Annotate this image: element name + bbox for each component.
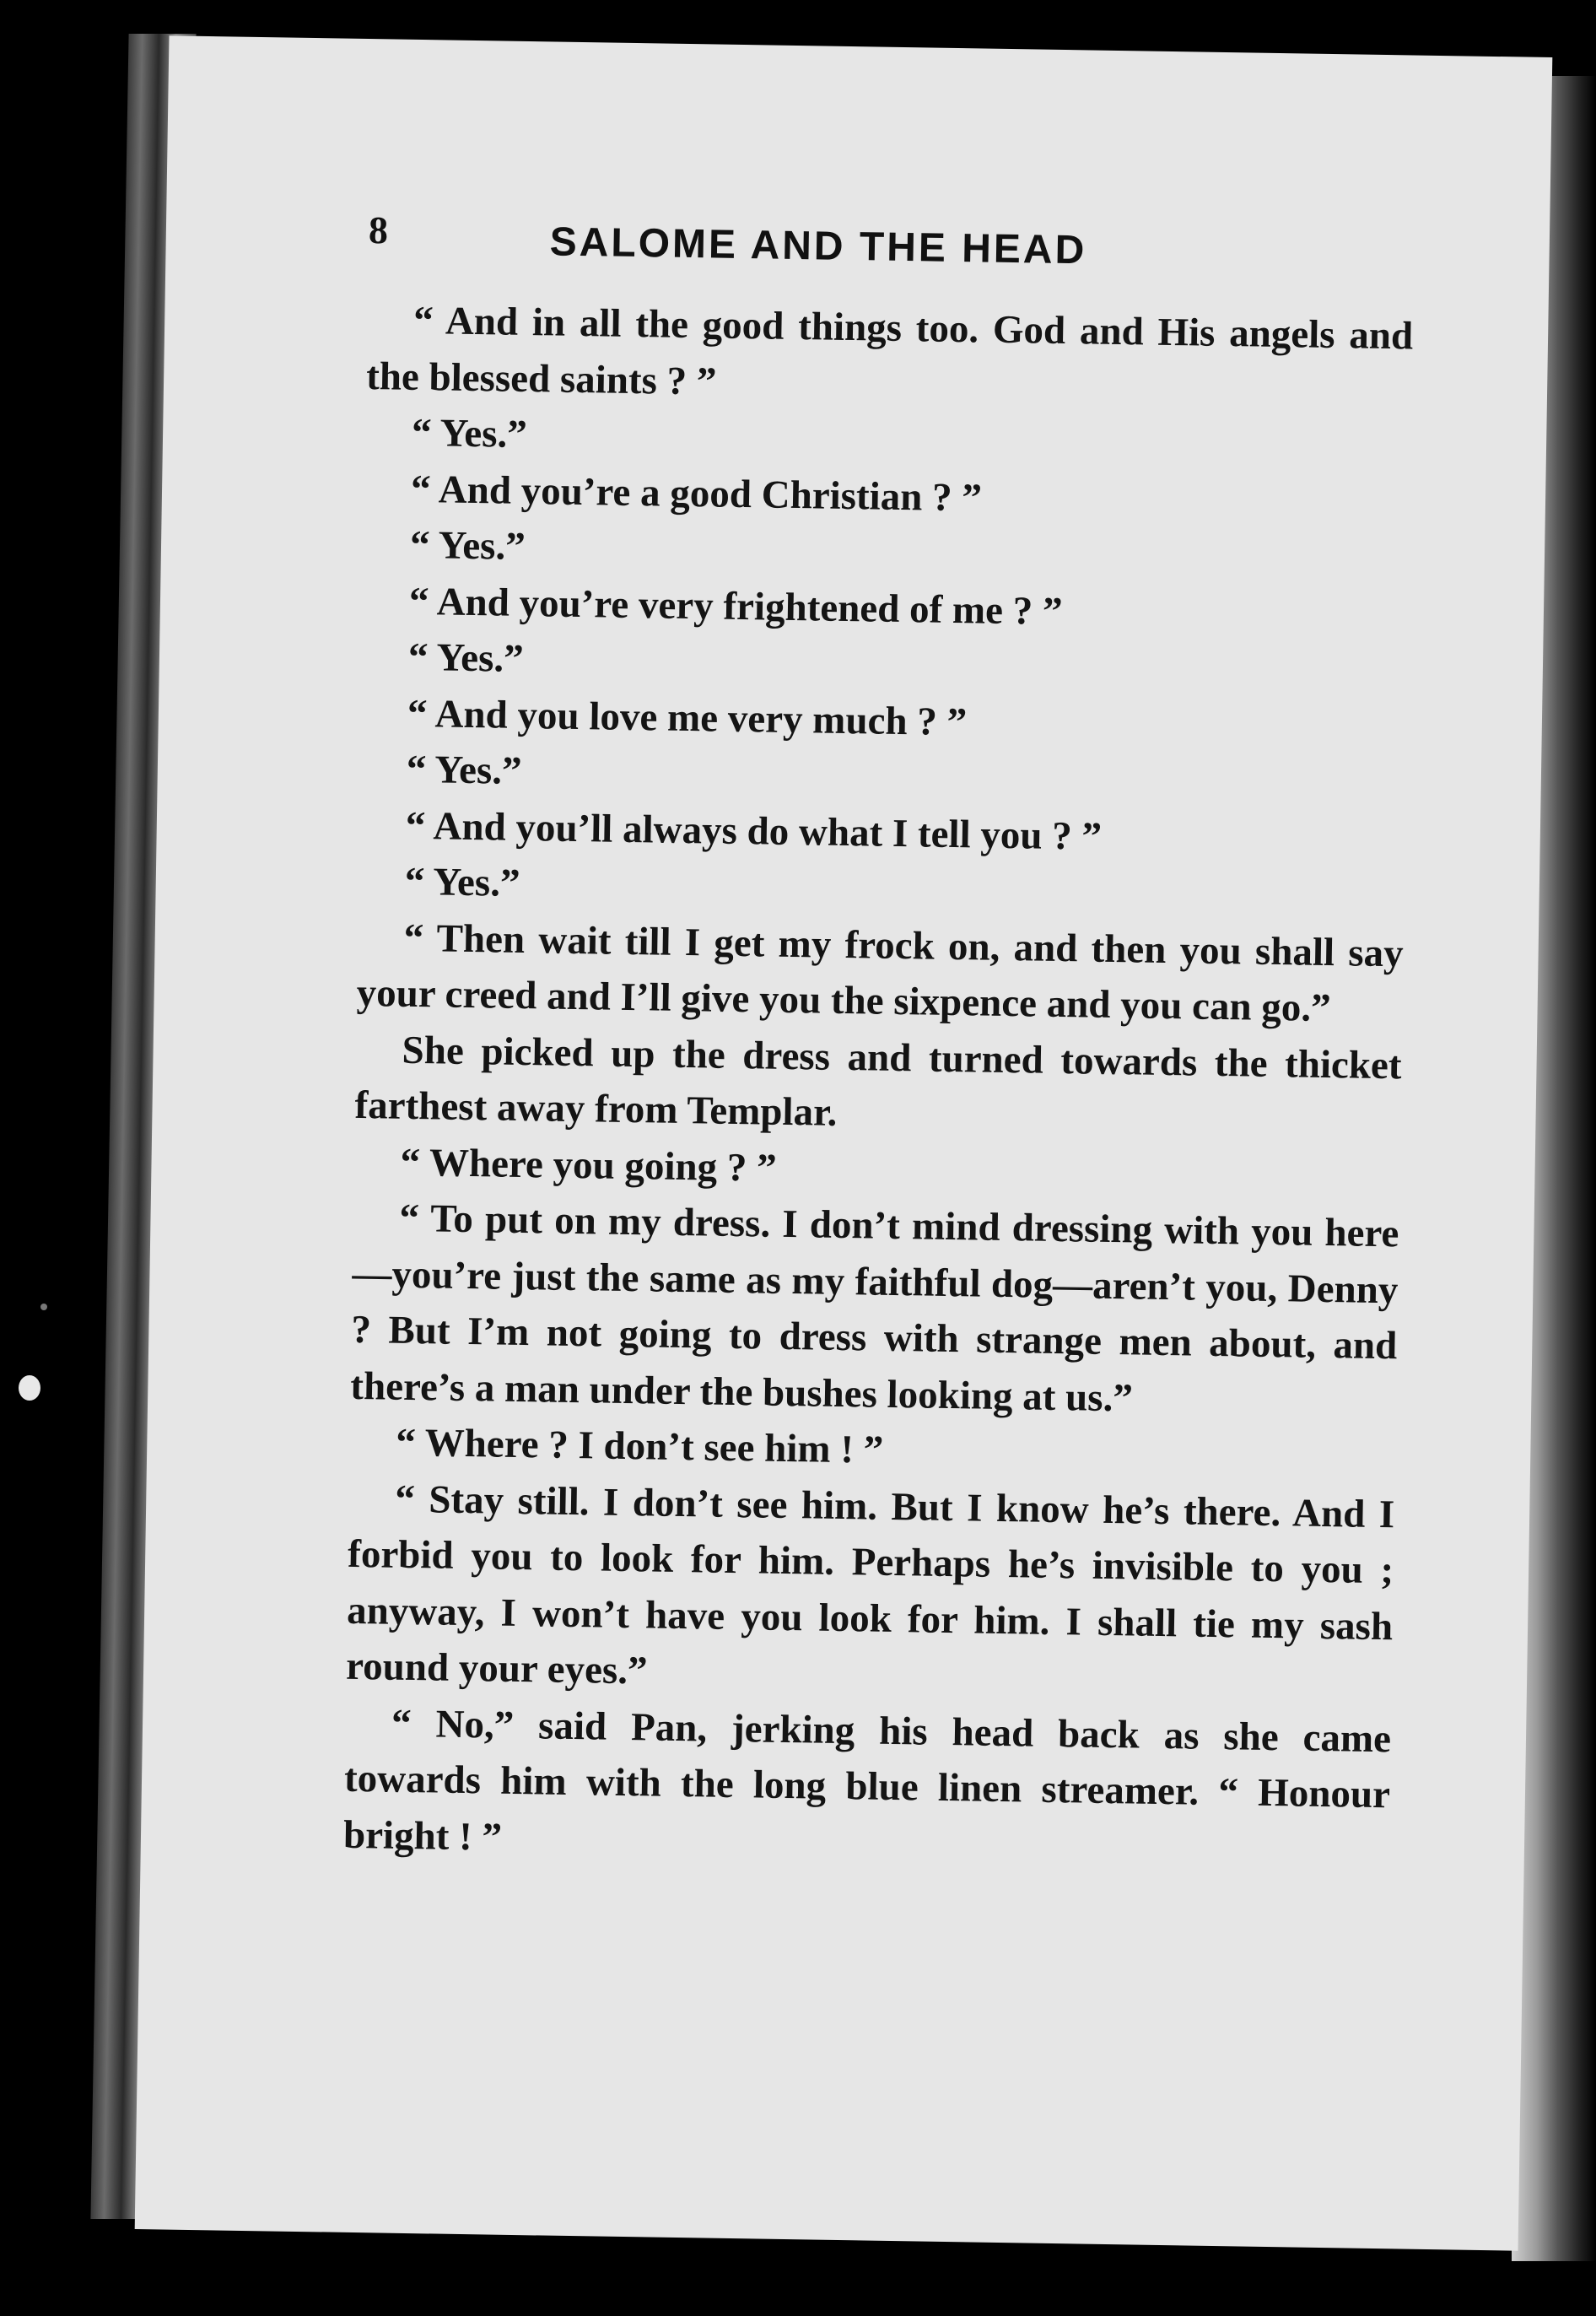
paragraph: “ And you’re a good Christian ? ”: [410, 467, 983, 520]
paragraph: “ Yes.”: [406, 747, 522, 793]
page-number: 8: [368, 208, 389, 252]
paragraph: “ And you’ll always do what I tell you ? ”: [405, 803, 1103, 859]
paragraph: “ And you love me very much ? ”: [407, 691, 968, 744]
paragraph: “ To put on my dress. I don’t mind dressing with you here—you’re just the same as my faithful dog—aren’t you, Denny ? But I’m not going to dress with strange men about, and there’s a man under the bushes looking at us.”: [350, 1196, 1399, 1420]
scan-speck: [40, 1304, 47, 1310]
page-header: [368, 208, 1212, 273]
paragraph: “ And in all the good things too. God and His angels and the blessed saints ? ”: [365, 298, 1414, 404]
page: [135, 35, 1553, 2250]
paragraph: “ Yes.”: [411, 410, 528, 456]
paragraph: “ Yes.”: [404, 859, 520, 905]
paragraph: “ Then wait till I get my frock on, and then you shall say your creed and I’ll give you the sixpence and you can go.”: [356, 915, 1405, 1031]
body-text: [343, 292, 1414, 1879]
paragraph: “ No,” said Pan, jerking his head back as she came towards him with the long blue linen streamer. “ Honour bright ! ”: [342, 1701, 1392, 1860]
running-title: SALOME AND THE HEAD: [549, 219, 1087, 273]
paragraph: She picked up the dress and turned towards the thicket farthest away from Templar.: [354, 1028, 1402, 1135]
scan-smudge: [19, 1375, 40, 1401]
paragraph: “ Where you going ? ”: [400, 1140, 778, 1190]
paragraph: “ Yes.”: [409, 522, 526, 569]
paragraph: “ Yes.”: [407, 634, 525, 681]
paragraph: “ And you’re very frightened of me ? ”: [408, 579, 1063, 634]
paragraph: “ Stay still. I don’t see him. But I know he’s there. And I forbid you to look for him. Perhaps he’s invisible to you ; anyway, I won’t have you look for him. I shall tie my sash round your eyes.”: [345, 1477, 1395, 1693]
paragraph: “ Where ? I don’t see him ! ”: [395, 1420, 884, 1472]
